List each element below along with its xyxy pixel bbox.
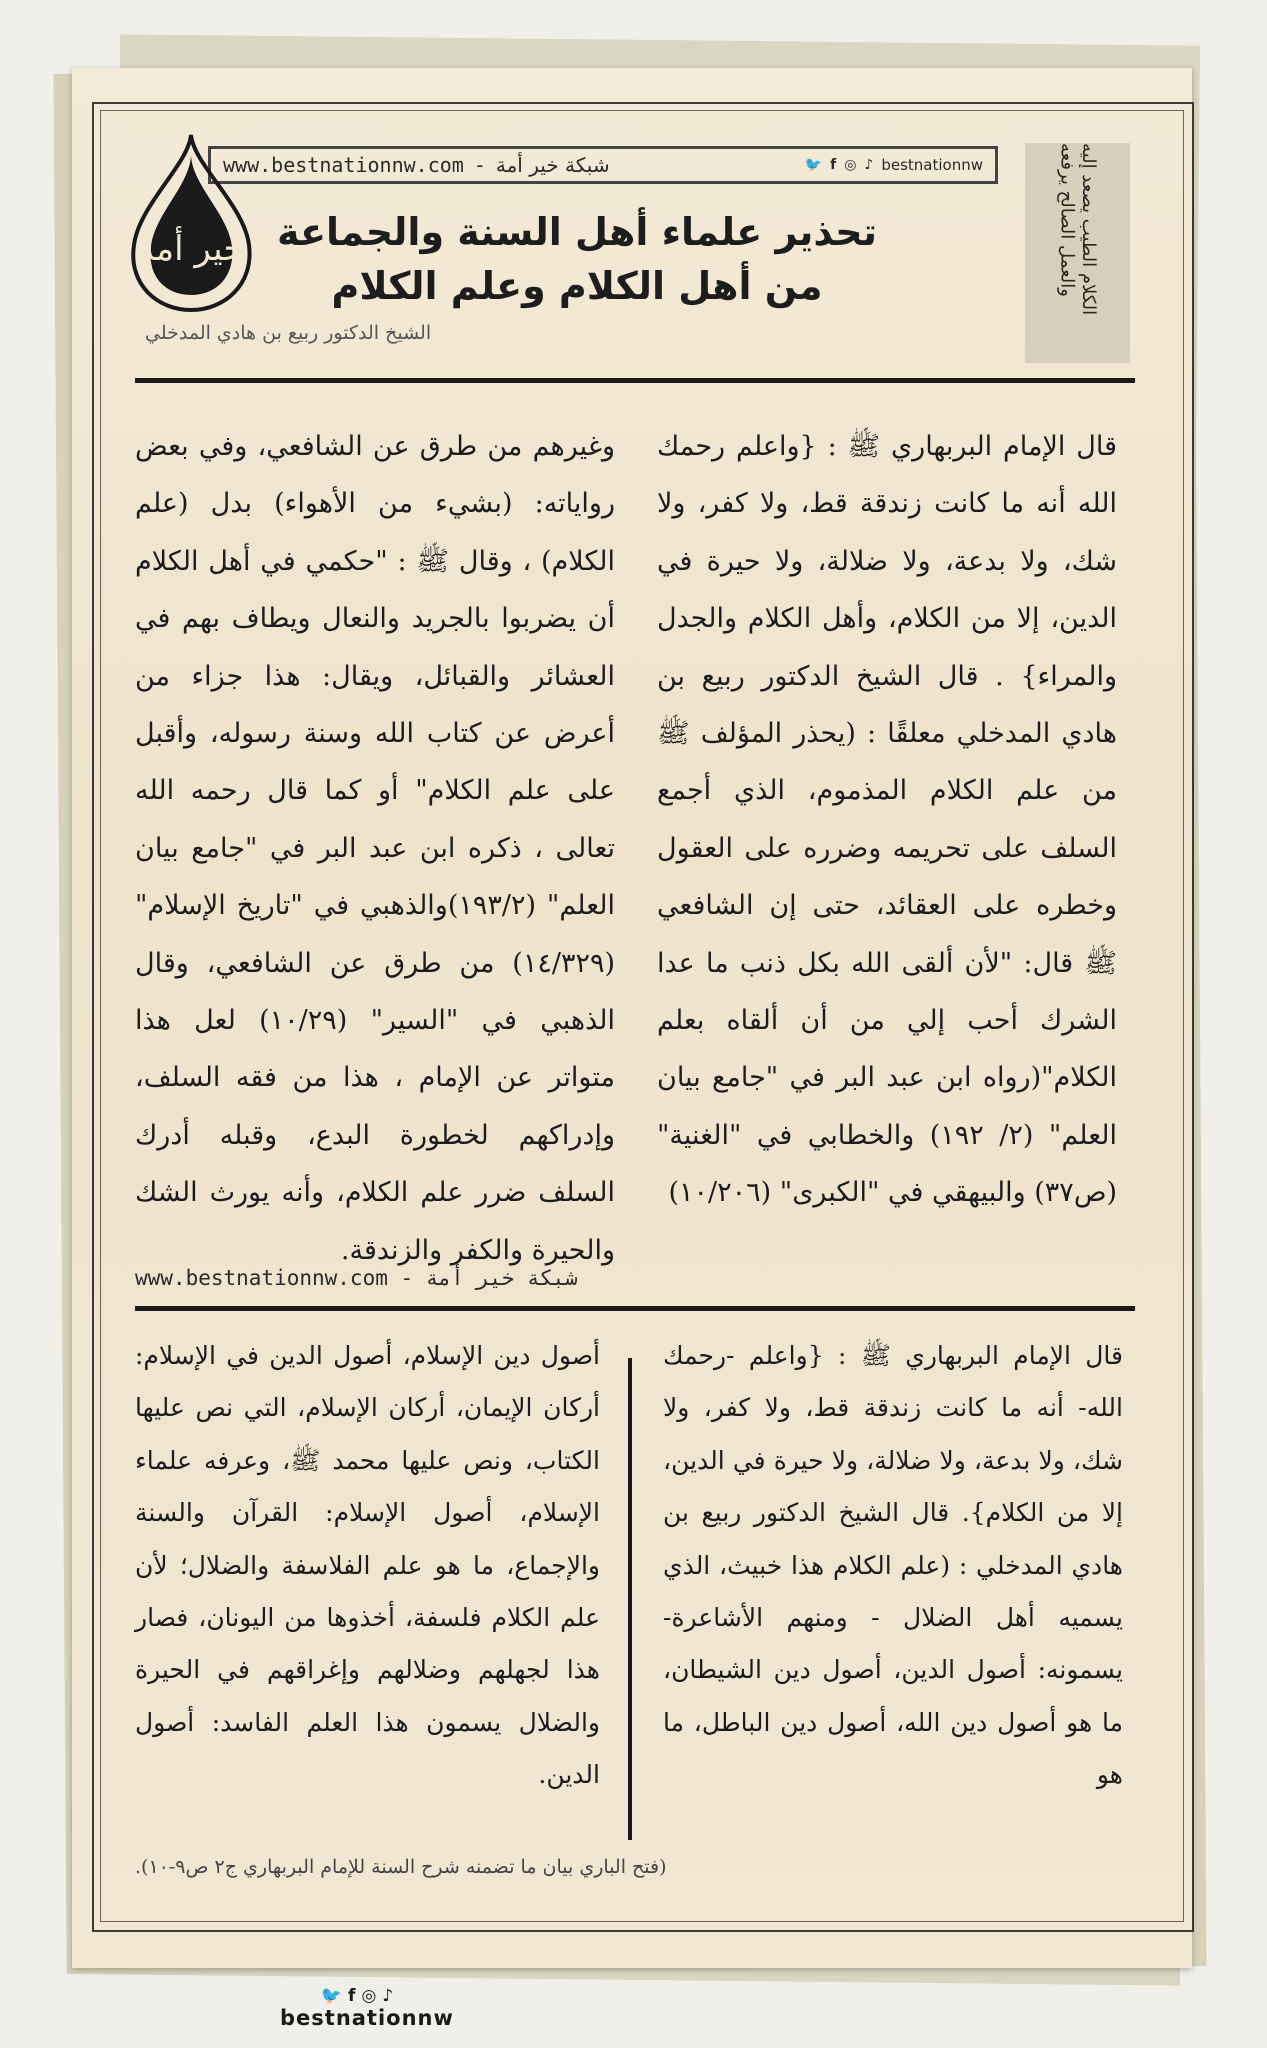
header-separator: - [473, 153, 486, 177]
footer [280, 1986, 454, 2030]
bottom-right-column [663, 1330, 1123, 1802]
divider-middle [135, 1306, 1135, 1311]
footnote: (فتح الباري بيان ما تضمنه شرح السنة للإمام البربهاري ج٢ ص٩-١٠). [135, 1856, 667, 1878]
column-divider [628, 1358, 632, 1840]
facebook-icon[interactable]: f [830, 157, 837, 173]
tiktok-icon[interactable]: ♪ [864, 157, 874, 173]
divider-top [135, 378, 1135, 383]
instagram-icon[interactable]: ◎ [361, 1986, 383, 2006]
title-line-2: من أهل الكلام وعلم الكلام [331, 264, 823, 308]
header-website-group [223, 153, 610, 177]
twitter-icon[interactable]: 🐦 [320, 1986, 349, 2006]
header-network-name: شبكة خير أمة [495, 153, 610, 177]
instagram-icon[interactable]: ◎ [844, 157, 857, 173]
logo-text: خير أمة [137, 229, 245, 269]
logo-emblem [124, 125, 259, 315]
top-left-text: وغيرهم من طرق عن الشافعي، وفي بعض رواياته: (بشيء من الأهواء) بدل (علم الكلام) ، وقال ﷺ : "حكمي في أهل الكلام أن يضربوا بالجريد والنعال ويطاف بهم في العشائر والقبائل، ويقال: هذا جزاء من أعرض عن كتاب الله وسنة رسوله، وأقبل على علم الكلام" أو كما قال رحمه الله تعالى ، ذكره ابن عبد البر في "جامع بيان العلم" (١٩٣/٢)والذهبي في "تاريخ الإسلام" (١٤/٣٢٩) من طرق عن الشافعي، وقال الذهبي في "السير" (١٠/٢٩) لعل هذا متواتر عن الإمام ، هذا من فقه السلف، وإدراكهم لخطورة البدع، وقبله أدرك السلف ضرر علم الكلام، وأنه يورث الشك والحيرة والكفر والزندقة. [135, 431, 615, 1266]
page-title [252, 205, 902, 313]
side-calligraphy-text: الكلام الطيب يصعد إليه والعمل الصالح يرفعه [1056, 143, 1100, 316]
author-name: الشيخ الدكتور ربيع بن هادي المدخلي [145, 322, 432, 344]
top-right-text: قال الإمام البربهاري ﷺ : {واعلم رحمك الله أنه ما كانت زندقة قط، ولا كفر، ولا شك، ولا بدعة، ولا ضلالة، ولا حيرة في الدين، إلا من الكلام، وأهل الكلام والجدل والمراء} . قال الشيخ الدكتور ربيع بن هادي المدخلي معلقًا : (يحذر المؤلف ﷺ من علم الكلام المذموم، الذي أجمع السلف على تحريمه وضرره على العقول وخطره على العقائد، حتى إن الشافعي ﷺ قال: "لأن ألقى الله بكل ذنب ما عدا الشرك أحب إلي من أن ألقاه بعلم الكلام"(رواه ابن عبد البر في "جامع بيان العلم" (٢/ ١٩٢) والخطابي في "الغنية" (ص٣٧) والبيهقي في "الكبرى" (١٠/٢٠٦) [657, 431, 1117, 1209]
header-bar [208, 146, 998, 184]
bottom-left-column [135, 1330, 600, 1802]
header-social-handle: bestnationnw [881, 156, 983, 174]
bottom-left-text: أصول دين الإسلام، أصول الدين في الإسلام: أركان الإيمان، أركان الإسلام، التي نص عليها الكتاب، ونص عليها محمد ﷺ، وعرفه علماء الإسلام، أصول الإسلام: القرآن والسنة والإجماع، ما هو علم الفلاسفة والضلال؛ لأن علم الكلام فلسفة، أخذوها من اليونان، فصار هذا لجهلهم وضلالهم وإغراقهم في الحيرة والضلال يسمون هذا العلم الفاسد: أصول الدين. [135, 1341, 600, 1790]
header-website[interactable]: www.bestnationnw.com [223, 153, 464, 177]
header-social [805, 156, 983, 174]
top-left-column [135, 418, 615, 1279]
footer-social-icons [280, 1986, 440, 2006]
bottom-right-text: قال الإمام البربهاري ﷺ : {واعلم -رحمك الله- أنه ما كانت زندقة قط، ولا كفر، ولا شك، ولا بدعة، ولا ضلالة، ولا حيرة في الدين، إلا من الكلام}. قال الشيخ الدكتور ربيع بن هادي المدخلي : (علم الكلام هذا خبيث، الذي يسميه أهل الضلال - ومنهم الأشاعرة- يسمونه: أصول الدين، أصول دين الشيطان، ما هو أصول دين الله، أصول دين الباطل، ما هو [663, 1341, 1123, 1790]
title-line-1: تحذير علماء أهل السنة والجماعة [277, 210, 877, 254]
twitter-icon[interactable]: 🐦 [804, 157, 823, 173]
tiktok-icon[interactable]: ♪ [382, 1986, 400, 2006]
footer-handle[interactable]: bestnationnw [280, 2006, 454, 2030]
side-calligraphy-box [1025, 143, 1130, 363]
site-line[interactable]: www.bestnationnw.com - شبكة خير أمة [135, 1266, 578, 1290]
top-right-column [657, 418, 1117, 1222]
facebook-icon[interactable]: f [348, 1986, 362, 2006]
